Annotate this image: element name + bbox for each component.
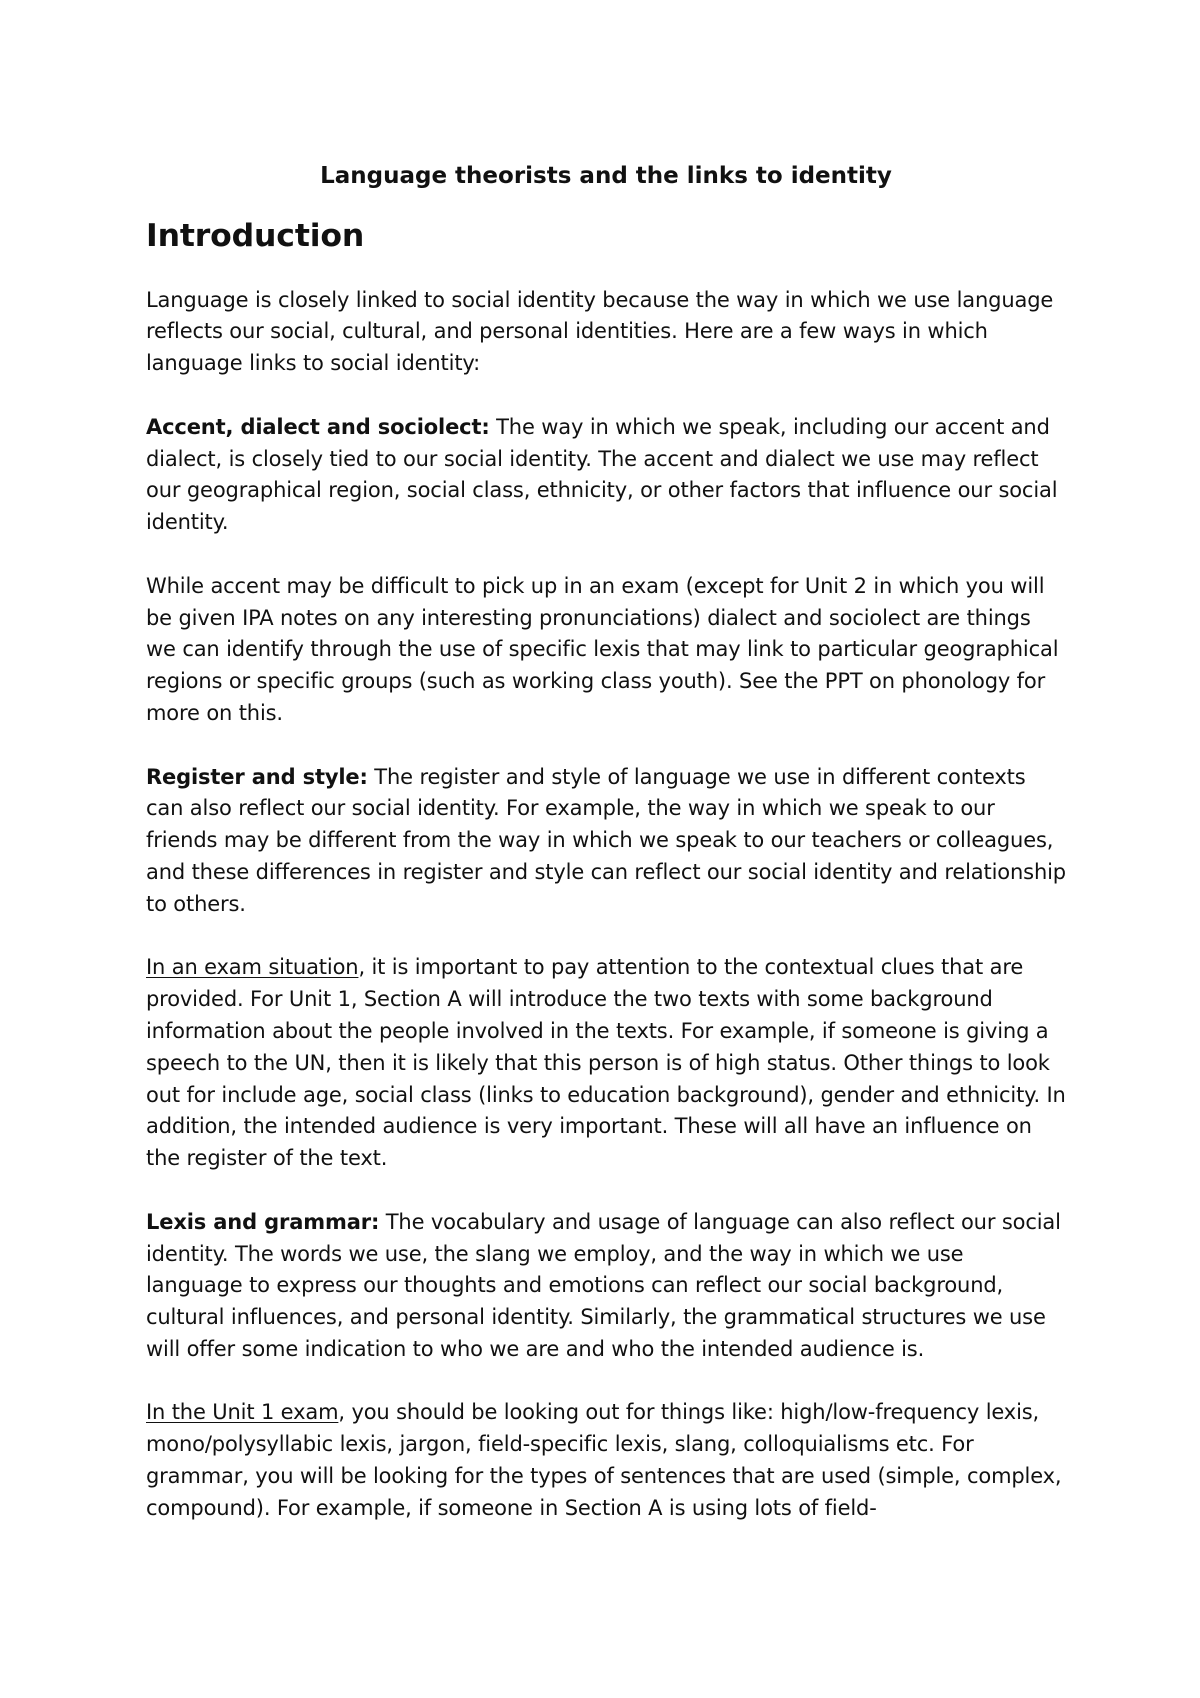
register-style-paragraph: [146, 762, 1066, 921]
register-style-text: The register and style of language we use in different contexts can also reflect our social identity. For example, the way in which we speak to our friends may be different from the way in which we speak to our teachers or colleagues, and these differences in register and style can reflect our social identity and relationship to others.: [146, 764, 1066, 916]
accent-dialect-text: The way in which we speak, including our accent and dialect, is closely tied to our social identity. The accent and dialect we use may reflect our geographical region, social class, ethnicity, or other factors that influence our social identity.: [146, 414, 1058, 535]
introduction-heading: Introduction: [146, 218, 365, 254]
exam-situation-underlined: In an exam situation: [146, 955, 359, 980]
intro-paragraph: Language is closely linked to social identity because the way in which we use language reflects our social, cultural, and personal identities. Here are a few ways in which language links to social identity:: [146, 287, 1054, 376]
lexis-grammar-lead: Lexis and grammar:: [146, 1209, 380, 1234]
document-title: Language theorists and the links to identity: [320, 163, 892, 189]
exam-situation-text: , it is important to pay attention to the contextual clues that are provided. For Unit 1, Section A will introduce the two texts with some background information about the people involved in the texts. For example, if someone is giving a speech to the UN, then it is likely that this person is of high status. Other things to look out for include age, social class (links to education background), gender and ethnicity. In addition, the intended audience is very important. These will all have an influence on the register of the text.: [146, 955, 1066, 1171]
exam-situation-paragraph: [146, 952, 1066, 1175]
lexis-grammar-text: The vocabulary and usage of language can also reflect our social identity. The words we use, the slang we employ, and the way in which we use language to express our thoughts and emotions can reflect our social background, cultural influences, and personal identity. Similarly, the grammatical structures we use will offer some indication to who we are and who the intended audience is.: [146, 1209, 1061, 1361]
unit1-exam-paragraph: [146, 1397, 1066, 1524]
accent-dialect-lead: Accent, dialect and sociolect:: [146, 414, 490, 439]
accent-exam-paragraph: While accent may be difficult to pick up in an exam (except for Unit 2 in which you will be given IPA notes on any interesting pronunciations) dialect and sociolect are things we can identify through the use of specific lexis that may link to particular geographical regions or specific groups (such as working class youth). See the PPT on phonology for more on this.: [146, 573, 1059, 725]
lexis-grammar-paragraph: [146, 1207, 1066, 1366]
accent-dialect-paragraph: [146, 412, 1066, 539]
register-style-lead: Register and style:: [146, 764, 368, 789]
unit1-exam-underlined: In the Unit 1 exam: [146, 1400, 339, 1425]
unit1-exam-text: , you should be looking out for things like: high/low-frequency lexis, mono/polysyllabic lexis, jargon, field-specific lexis, slang, colloquialisms etc. For grammar, you will be looking for the types of sentences that are used (simple, complex, compound). For example, if someone in Section A is using lots of field-: [146, 1400, 1062, 1520]
document-body: [146, 160, 1066, 1525]
